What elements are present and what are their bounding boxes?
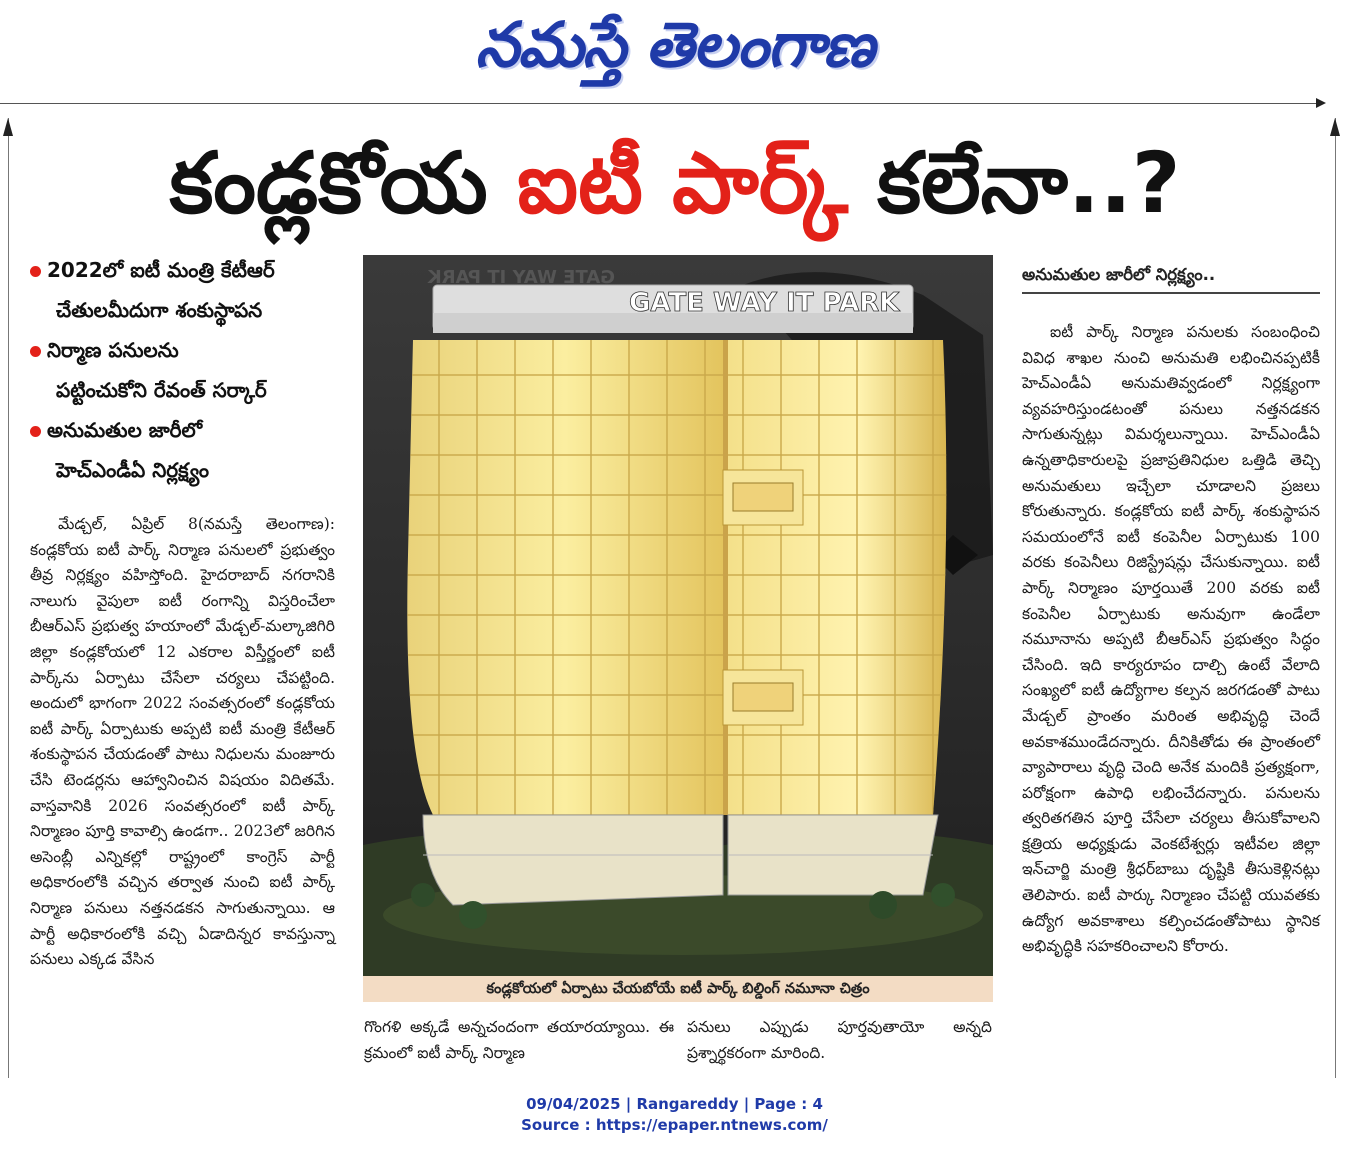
right-frame-line [1335, 118, 1336, 1078]
highlights-list [30, 250, 355, 490]
arrow-right-icon [1316, 98, 1326, 108]
bullet-icon [30, 346, 41, 357]
left-frame-line [8, 118, 9, 1078]
park-sign: GATE WAY IT PARK [629, 288, 900, 318]
building-model-photo [363, 255, 993, 976]
highlight-item: 2022లో ఐటీ మంత్రి కేటీఆర్ చేతులమీదుగా శంకుస్థాపన [30, 250, 355, 330]
arrow-up-icon [1330, 118, 1340, 136]
page-footer [0, 1094, 1349, 1136]
building-illustration [363, 255, 993, 976]
section-subhead: అనుమతుల జారీలో నిర్లక్ష్యం.. [1022, 265, 1216, 284]
article-column-2 [364, 1015, 674, 1066]
headline-part-1: కండ్లకోయ [169, 134, 517, 232]
highlight-item: అనుమతుల జారీలో హెచ్ఎండీఏ నిర్లక్ష్యం [30, 410, 355, 490]
photo-caption: కండ్లకోయలో ఏర్పాటు చేయబోయే ఐటీ పార్క్ బిల్డింగ్ నమూనా చిత్రం [363, 976, 993, 1002]
article-column-1 [30, 512, 335, 973]
article-paragraph: ఐటీ పార్క్ నిర్మాణ పనులకు సంబంధించి వివిధ శాఖల నుంచి అనుమతి లభించినప్పటికీ హెచ్ఎండీఏ అనుమతివ్వడంలో నిర్లక్ష్యంగా వ్యవహరిస్తుండటంతో పనులు నత్తనడకన సాగుతున్నట్లు విమర్శలున్నాయి. హెచ్ఎండీఏ ఉన్నతాధికారులపై ప్రజాప్రతినిధుల ఒత్తిడి తెచ్చి అనుమతులు ఇచ్చేలా చూడాలని ప్రజలు కోరుతున్నారు. కండ్లకోయ ఐటీ పార్క్ శంకుస్థాపన సమయంలోనే ఐటీ కంపెనీల ఏర్పాటుకు 100 వరకు కంపెనీలు రిజిస్ట్రేషన్లు చేసుకున్నాయి. ఐటీ పార్క్ నిర్మాణం పూర్తయితే 200 వరకు ఐటీ కంపెనీల ఏర్పాటుకు అనువుగా ఉండేలా నమూనాను అప్పటి బీఆర్ఎస్ ప్రభుత్వం సిద్ధం చేసింది. ఇది కార్యరూపం దాల్చి ఉంటే వేలాది సంఖ్యలో ఐటీ ఉద్యోగాల కల్పన జరగడంతో పాటు మేడ్చల్ ప్రాంతం మరింత అభివృద్ధి చెందే అవకాశముండేదన్నారు. దీనికితోడు ఈ ప్రాంతంలో వ్యాపారాలు వృద్ధి చెంది అనేక మందికి ప్రత్యక్షంగా, పరోక్షంగా ఉపాధి లభించేదన్నారు. పనులను త్వరితగతిన పూర్తి చేసేలా చర్యలు తీసుకోవాలని క్షత్రియ అధ్యక్షుడు వెంకటేశ్వర్లు ఇటీవల జిల్లా ఇన్‌చార్జి మంత్రి శ్రీధర్‌బాబు దృష్టికి తీసుకెళ్లినట్లు తెలిపారు. ఐటీ పార్కు నిర్మాణం చేపట్టి యువతకు ఉద్యోగ అవకాశాలు కల్పించడంతోపాటు స్థానిక అభివృద్ధికి సహకరించాలని కోరారు. [1022, 323, 1320, 956]
article-column-4 [1022, 320, 1320, 960]
article-paragraph: పనులు ఎప్పుడు పూర్తవుతాయో అన్నది ప్రశ్నార్థకరంగా మారింది. [687, 1018, 992, 1062]
arrow-up-icon [3, 118, 13, 136]
svg-text:GATE WAY IT PARK: GATE WAY IT PARK [427, 267, 615, 288]
headline-part-3: కలేనా..? [848, 134, 1181, 232]
newspaper-logo: నమస్తే తెలంగాణ [475, 8, 874, 81]
headline-part-2: ఐటీ పార్క్ [516, 134, 848, 232]
edition-info: 09/04/2025 | Rangareddy | Page : 4 [526, 1095, 823, 1113]
masthead [0, 0, 1349, 100]
bullet-icon [30, 266, 41, 277]
article-column-3 [687, 1015, 992, 1066]
top-rule [0, 103, 1322, 104]
source-link[interactable]: Source : https://epaper.ntnews.com/ [521, 1116, 828, 1134]
article-paragraph: మేడ్చల్, ఏప్రిల్ 8(నమస్తే తెలంగాణ): కండ్లకోయ ఐటీ పార్క్ నిర్మాణ పనులలో ప్రభుత్వం తీవ్ర నిర్లక్ష్యం వహిస్తోంది. హైదరాబాద్ నగరానికి నాలుగు వైపులా ఐటీ రంగాన్ని విస్తరించేలా బీఆర్ఎస్ ప్రభుత్వ హయాంలో మేడ్చల్-మల్కాజిగిరి జిల్లా కండ్లకోయలో 12 ఎకరాల విస్తీర్ణంలో ఐటీ పార్క్‌ను ఏర్పాటు చేసేలా చర్యలు చేపట్టింది. అందులో భాగంగా 2022 సంవత్సరంలో కండ్లకోయ ఐటీ పార్క్ ఏర్పాటుకు అప్పటి ఐటీ మంత్రి కేటీఆర్ శంకుస్థాపన చేయడంతో పాటు నిధులను మంజూరు చేసి టెండర్లను ఆహ్వానించిన విషయం విదితమే. వాస్తవానికి 2026 సంవత్సరంలో ఐటీ పార్క్ నిర్మాణం పూర్తి కావాల్సి ఉండగా.. 2023లో జరిగిన అసెంబ్లీ ఎన్నికల్లో రాష్ట్రంలో కాంగ్రెస్ పార్టీ అధికారంలోకి వచ్చిన తర్వాత నుంచి ఐటీ పార్క్ నిర్మాణ పనులు నత్తనడకన సాగుతున్నాయి. ఆ పార్టీ అధికారంలోకి వచ్చి ఏడాదిన్నర కావస్తున్నా పనులు ఎక్కడ వేసిన [30, 515, 335, 969]
headline [40, 128, 1310, 238]
highlight-item: నిర్మాణ పనులను పట్టించుకోని రేవంత్ సర్కార్ [30, 330, 355, 410]
subhead-rule [1022, 292, 1320, 294]
bullet-icon [30, 426, 41, 437]
article-paragraph: గొంగళి అక్కడే అన్నచందంగా తయారయ్యాయి. ఈ క్రమంలో ఐటీ పార్క్ నిర్మాణ [364, 1018, 674, 1062]
